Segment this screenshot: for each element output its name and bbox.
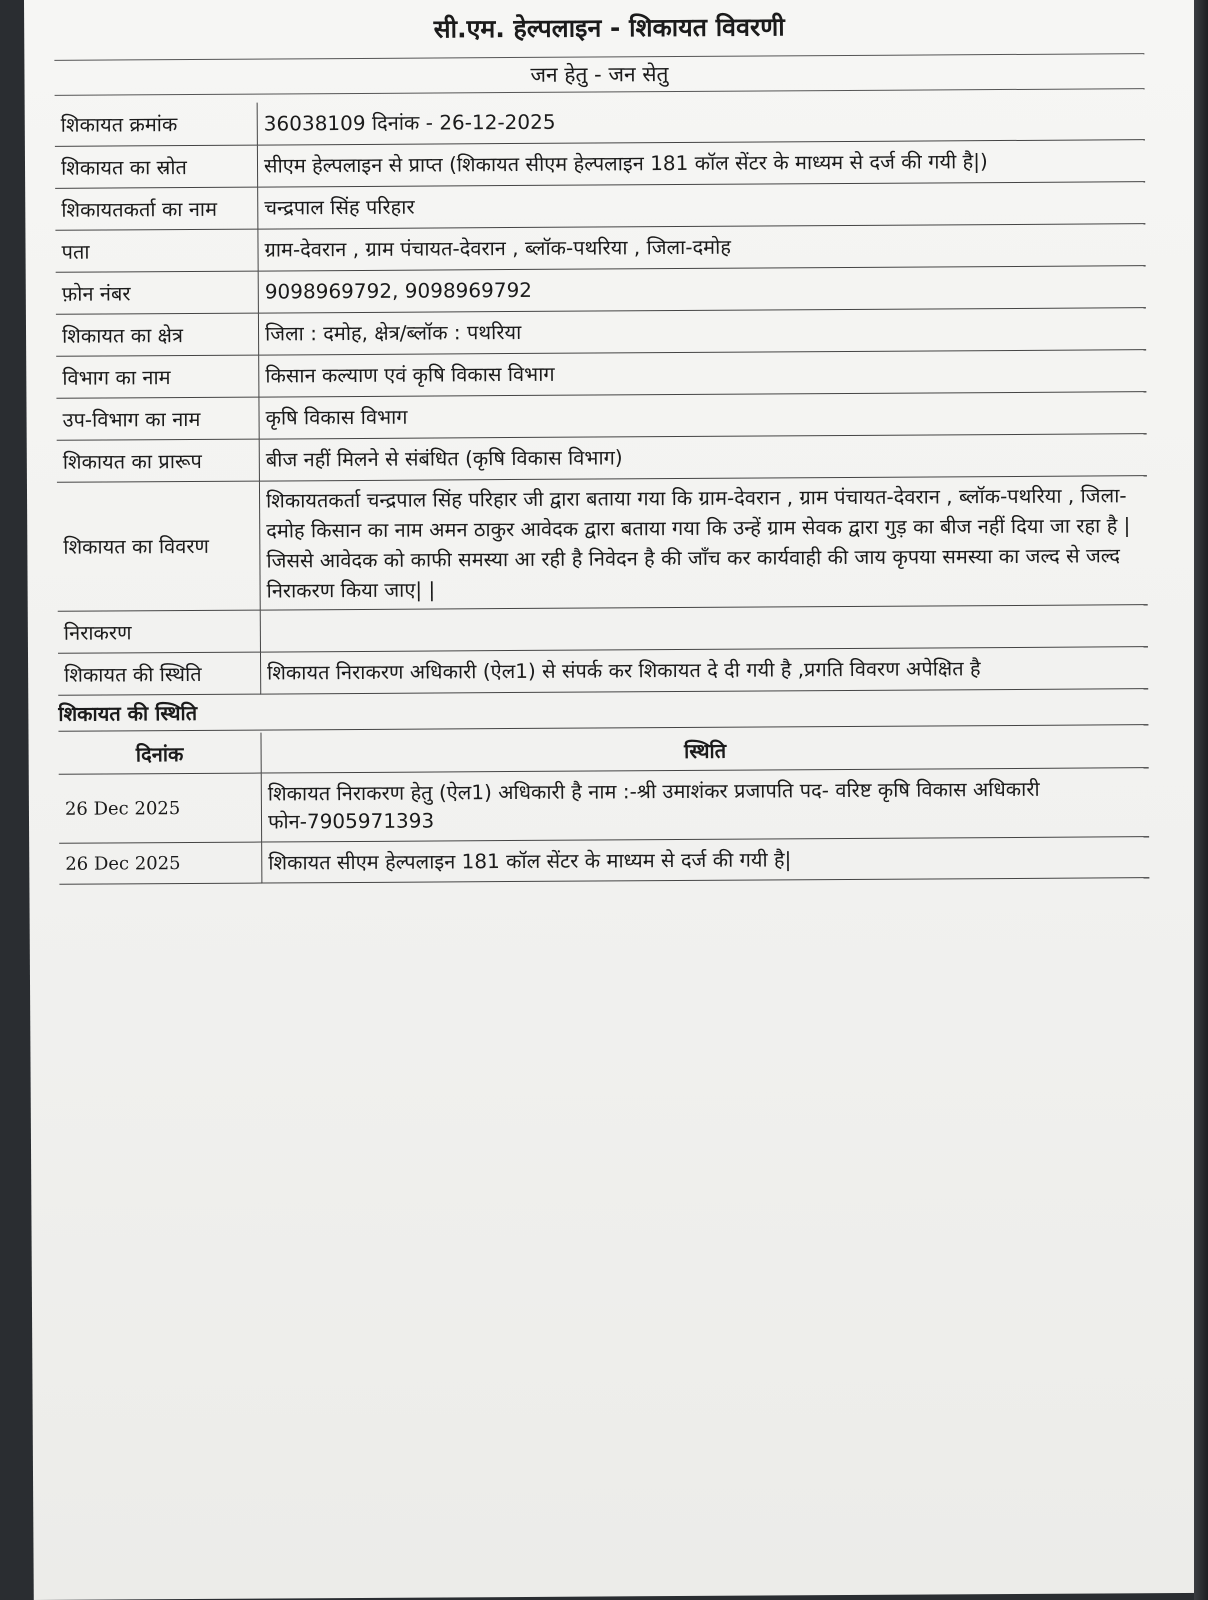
document-sheet — [24, 0, 1204, 1600]
status-header-row — [58, 727, 1148, 774]
detail-row — [55, 139, 1145, 188]
detail-label: फ़ोन नंबर — [56, 271, 259, 314]
detail-row — [57, 433, 1147, 482]
detail-label: उप-विभाग का नाम — [56, 397, 259, 440]
status-section-heading: शिकायत की स्थिति — [58, 693, 1148, 732]
detail-row — [56, 391, 1146, 440]
detail-value: कृषि विकास विभाग — [259, 391, 1147, 438]
detail-row — [55, 181, 1145, 230]
detail-label: शिकायत का विवरण — [57, 481, 260, 611]
detail-row — [57, 475, 1148, 611]
detail-value: किसान कल्याण एवं कृषि विकास विभाग — [259, 349, 1147, 396]
detail-label: शिकायत का क्षेत्र — [56, 313, 259, 356]
detail-label: शिकायत क्रमांक — [55, 103, 258, 146]
detail-row — [55, 223, 1145, 272]
table-row — [59, 768, 1149, 844]
detail-row — [56, 349, 1146, 398]
column-header-status: स्थिति — [261, 727, 1149, 773]
status-date: 26 Dec 2025 — [59, 773, 262, 843]
detail-label: शिकायत का स्रोत — [55, 145, 258, 188]
detail-value: ग्राम-देवरान , ग्राम पंचायत-देवरान , ब्लॉक-पथरिया , जिला-दमोह — [258, 223, 1146, 270]
detail-value: बीज नहीं मिलने से संबंधित (कृषि विकास विभाग) — [259, 433, 1147, 480]
document-subtitle: जन हेतु - जन सेतु — [54, 53, 1144, 96]
detail-value — [260, 604, 1148, 651]
column-header-date: दिनांक — [58, 733, 261, 775]
detail-label: शिकायत का प्रारूप — [57, 439, 260, 482]
status-history-table — [58, 727, 1149, 885]
detail-value: 9098969792, 9098969792 — [258, 265, 1146, 312]
status-text: शिकायत निराकरण हेतु (ऐल1) अधिकारी है नाम :-श्री उमाशंकर प्रजापति पद- वरिष्ट कृषि विकास अधिकारी फोन-7905971393 — [261, 768, 1149, 842]
detail-label: निराकरण — [58, 610, 261, 653]
detail-row — [58, 604, 1148, 653]
detail-label: शिकायतकर्ता का नाम — [55, 187, 258, 230]
detail-label: शिकायत की स्थिति — [58, 652, 261, 695]
complaint-description: शिकायतकर्ता चन्द्रपाल सिंह परिहार जी द्वारा बताया गया कि ग्राम-देवरान , ग्राम पंचायत-देवरान , ब्लॉक-पथरिया , जिला-दमोह किसान का नाम अमन ठाकुर आवेदक द्वारा बताया गया कि उन्हें ग्राम सेवक द्वारा गुड़ का बीज नहीं दिया जा रहा है | जिससे आवेदक को काफी समस्या आ रही है निवेदन है की जाँच कर कार्यवाही की जाय कृपया समस्या का जल्द से जल्द निराकरण किया जाए| | — [259, 475, 1147, 609]
detail-row — [56, 265, 1146, 314]
detail-value: शिकायत निराकरण अधिकारी (ऐल1) से संपर्क कर शिकायत दे दी गयी है ,प्रगति विवरण अपेक्षित है — [260, 646, 1148, 693]
detail-value: 36038109 दिनांक - 26-12-2025 — [257, 97, 1145, 144]
detail-row — [55, 97, 1145, 146]
detail-row — [56, 307, 1146, 356]
detail-value: चन्द्रपाल सिंह परिहार — [258, 181, 1146, 228]
status-date: 26 Dec 2025 — [59, 842, 262, 884]
detail-value: जिला : दमोह, क्षेत्र/ब्लॉक : पथरिया — [258, 307, 1146, 354]
detail-value: सीएम हेल्पलाइन से प्राप्त (शिकायत सीएम हेल्पलाइन 181 कॉल सेंटर के माध्यम से दर्ज की गयी है|) — [257, 139, 1145, 186]
detail-label: विभाग का नाम — [56, 355, 259, 398]
complaint-details-table — [55, 97, 1149, 695]
table-row — [59, 837, 1149, 885]
page-edge — [1194, 0, 1208, 1600]
detail-label: पता — [55, 229, 258, 272]
detail-row — [58, 646, 1148, 695]
document-title: सी.एम. हेल्पलाइन - शिकायत विवरणी — [433, 12, 785, 44]
status-text: शिकायत सीएम हेल्पलाइन 181 कॉल सेंटर के माध्यम से दर्ज की गयी है| — [262, 837, 1150, 883]
